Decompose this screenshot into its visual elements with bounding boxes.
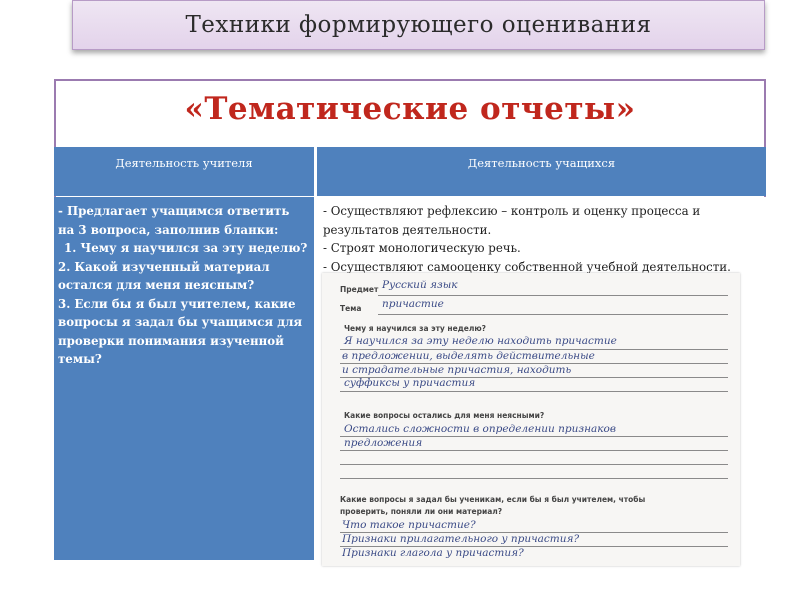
teacher-line: 3. Если бы я был учителем, какие bbox=[58, 296, 296, 311]
form-answer-unclear: Остались сложности в определении признаков bbox=[344, 423, 616, 435]
form-rule bbox=[340, 464, 728, 465]
scanned-form-image bbox=[322, 273, 740, 566]
form-question-teacher: Какие вопросы я задал бы ученикам, если бы я был учителем, чтобы bbox=[340, 495, 646, 504]
teacher-line: вопросы я задал бы учащимся для bbox=[58, 315, 303, 329]
teacher-line: 2. Какой изученный материал bbox=[58, 259, 270, 274]
form-rule bbox=[378, 295, 728, 296]
form-rule bbox=[340, 391, 728, 392]
form-answer-learned: суффиксы у причастия bbox=[344, 377, 476, 389]
form-answer-teacher: Что такое причастие? bbox=[342, 519, 476, 531]
main-title: «Тематические отчеты» bbox=[184, 91, 636, 127]
teacher-line: на 3 вопроса, заполнив бланки: bbox=[58, 222, 279, 237]
form-answer-teacher: Признаки глагола у причастия? bbox=[342, 547, 524, 559]
student-line: - Осуществляют самооценку собственной учебной деятельности. bbox=[323, 259, 731, 274]
form-rule bbox=[378, 314, 728, 315]
header-teacher-activity: Деятельность учителя bbox=[54, 147, 314, 196]
form-rule bbox=[340, 450, 728, 451]
form-answer-learned: Я научился за эту неделю находить причастие bbox=[344, 335, 617, 347]
form-answer-teacher: Признаки прилагательного у причастия? bbox=[342, 533, 580, 545]
form-rule bbox=[340, 478, 728, 479]
student-line: результатов деятельности. bbox=[323, 222, 492, 237]
teacher-line: - Предлагает учащимся ответить bbox=[58, 204, 290, 218]
student-line: - Осуществляют рефлексию – контроль и оценку процесса и bbox=[323, 204, 701, 218]
header-title: Техники формирующего оценивания bbox=[185, 12, 652, 38]
form-answer-learned: и страдательные причастия, находить bbox=[342, 364, 572, 376]
teacher-line: 1. Чему я научился за эту неделю? bbox=[64, 241, 308, 255]
header-student-activity: Деятельность учащихся bbox=[317, 147, 766, 196]
form-question-learned: Чему я научился за эту неделю? bbox=[344, 324, 486, 333]
form-answer-learned: в предложении, выделять действительные bbox=[342, 350, 595, 362]
student-line: - Строят монологическую речь. bbox=[323, 241, 521, 255]
form-label-subject: Предмет bbox=[340, 285, 379, 294]
teacher-line: темы? bbox=[58, 352, 102, 366]
form-label-topic: Тема bbox=[340, 304, 362, 313]
cell-teacher-activity bbox=[54, 197, 314, 560]
teacher-line: остался для меня неясным? bbox=[58, 278, 255, 292]
form-answer-unclear: предложения bbox=[344, 437, 423, 449]
teacher-line: проверки понимания изученной bbox=[58, 333, 284, 348]
header-banner bbox=[72, 0, 765, 50]
form-question-unclear: Какие вопросы остались для меня неясными? bbox=[344, 411, 545, 420]
form-question-teacher-cont: проверить, поняли ли они материал? bbox=[340, 507, 503, 516]
form-answer-topic: причастие bbox=[382, 298, 444, 310]
form-answer-subject: Русский язык bbox=[382, 279, 458, 291]
